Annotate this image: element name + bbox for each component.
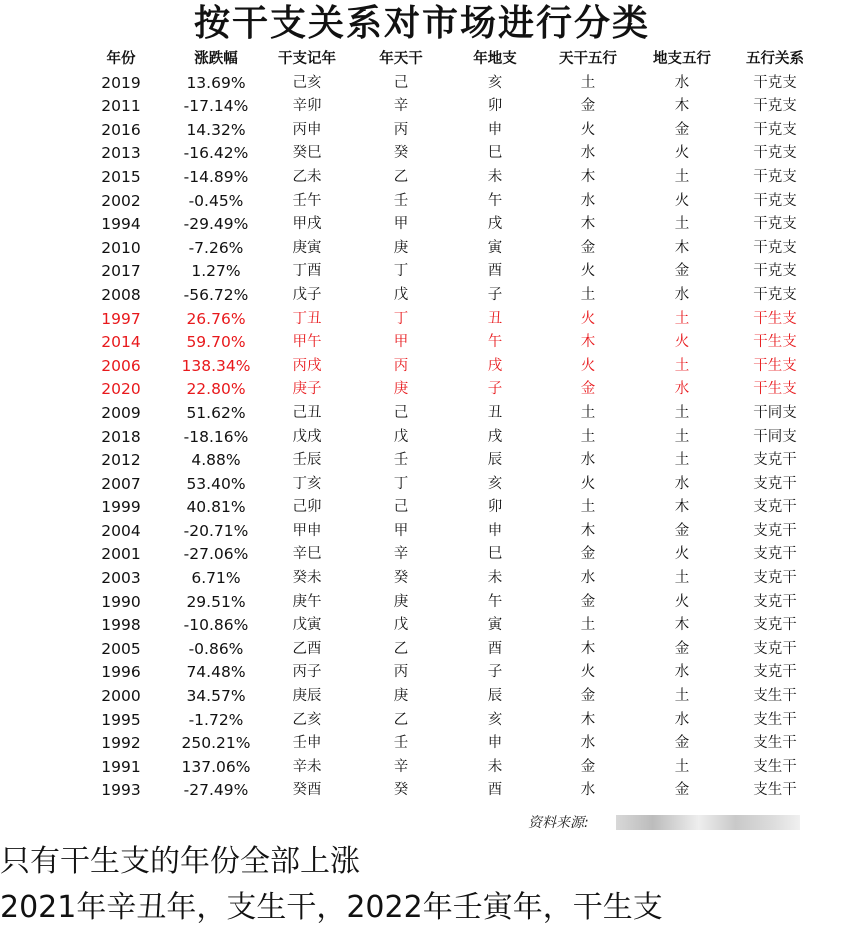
table-row xyxy=(0,591,844,615)
cell-tiangan-element: 金 xyxy=(580,758,596,775)
cell-dizhi-element: 土 xyxy=(674,758,690,775)
cell-ganzhi-year: 壬午 xyxy=(292,192,322,209)
cell-element-relation: 干生支 xyxy=(753,381,797,398)
cell-change: 40.81% xyxy=(186,498,246,517)
cell-element-relation: 干生支 xyxy=(753,310,797,327)
redacted-source xyxy=(616,815,800,830)
cell-dizhi: 亥 xyxy=(487,711,503,728)
cell-change: 250.21% xyxy=(181,734,251,753)
cell-tiangan: 戊 xyxy=(393,617,409,634)
cell-dizhi-element: 土 xyxy=(674,216,690,233)
cell-dizhi: 卯 xyxy=(487,499,503,516)
cell-element-relation: 干生支 xyxy=(753,357,797,374)
cell-ganzhi-year: 壬辰 xyxy=(292,452,322,469)
cell-ganzhi-year: 丙申 xyxy=(292,121,322,138)
cell-ganzhi-year: 乙酉 xyxy=(292,640,322,657)
cell-element-relation: 支生干 xyxy=(753,688,797,705)
cell-year: 1991 xyxy=(101,757,141,776)
cell-dizhi-element: 火 xyxy=(674,546,690,563)
table-row xyxy=(0,661,844,685)
cell-ganzhi-year: 庚寅 xyxy=(292,239,322,256)
cell-tiangan-element: 金 xyxy=(580,688,596,705)
cell-year: 2003 xyxy=(101,569,141,588)
cell-element-relation: 干同支 xyxy=(753,428,797,445)
cell-change: 6.71% xyxy=(191,569,241,588)
cell-dizhi: 寅 xyxy=(487,617,503,634)
cell-year: 2002 xyxy=(101,191,141,210)
cell-ganzhi-year: 庚子 xyxy=(292,381,322,398)
table-row xyxy=(0,709,844,733)
cell-tiangan: 壬 xyxy=(393,192,409,209)
cell-element-relation: 干克支 xyxy=(753,216,797,233)
table-row xyxy=(0,260,844,284)
header-tiangan: 年天干 xyxy=(379,51,423,67)
cell-dizhi: 子 xyxy=(487,286,503,303)
cell-dizhi-element: 木 xyxy=(674,499,690,516)
header-change: 涨跌幅 xyxy=(194,51,238,67)
cell-tiangan: 辛 xyxy=(393,758,409,775)
cell-dizhi: 卯 xyxy=(487,98,503,115)
cell-year: 2005 xyxy=(101,639,141,658)
cell-dizhi: 辰 xyxy=(487,688,503,705)
header-element-relation: 五行关系 xyxy=(746,51,804,67)
cell-ganzhi-year: 丁丑 xyxy=(292,310,322,327)
cell-tiangan: 甲 xyxy=(393,334,409,351)
cell-dizhi-element: 金 xyxy=(674,735,690,752)
table-row xyxy=(0,402,844,426)
cell-dizhi-element: 土 xyxy=(674,168,690,185)
cell-change: 53.40% xyxy=(186,474,246,493)
cell-tiangan-element: 水 xyxy=(580,452,596,469)
cell-tiangan-element: 火 xyxy=(580,357,596,374)
cell-tiangan: 己 xyxy=(393,404,409,421)
cell-dizhi-element: 土 xyxy=(674,570,690,587)
cell-ganzhi-year: 癸巳 xyxy=(292,145,322,162)
cell-tiangan: 庚 xyxy=(393,688,409,705)
cell-ganzhi-year: 辛巳 xyxy=(292,546,322,563)
cell-dizhi-element: 金 xyxy=(674,263,690,280)
cell-tiangan: 己 xyxy=(393,499,409,516)
cell-element-relation: 支生干 xyxy=(753,711,797,728)
header-ganzhi-year: 干支记年 xyxy=(278,51,336,67)
cell-dizhi-element: 水 xyxy=(674,286,690,303)
cell-tiangan: 辛 xyxy=(393,98,409,115)
cell-year: 2013 xyxy=(101,144,141,163)
cell-dizhi: 子 xyxy=(487,664,503,681)
cell-tiangan: 己 xyxy=(393,74,409,91)
source-label: 资料来源: xyxy=(528,815,589,831)
cell-dizhi: 未 xyxy=(487,570,503,587)
cell-dizhi: 戌 xyxy=(487,428,503,445)
cell-ganzhi-year: 戊子 xyxy=(292,286,322,303)
cell-element-relation: 支克干 xyxy=(753,664,797,681)
cell-year: 2018 xyxy=(101,427,141,446)
cell-tiangan: 癸 xyxy=(393,570,409,587)
cell-dizhi: 未 xyxy=(487,758,503,775)
cell-ganzhi-year: 辛未 xyxy=(292,758,322,775)
cell-tiangan: 癸 xyxy=(393,782,409,799)
cell-ganzhi-year: 辛卯 xyxy=(292,98,322,115)
cell-element-relation: 干克支 xyxy=(753,192,797,209)
cell-year: 2001 xyxy=(101,545,141,564)
cell-element-relation: 干克支 xyxy=(753,239,797,256)
table-row xyxy=(0,496,844,520)
cell-year: 1990 xyxy=(101,592,141,611)
cell-change: 138.34% xyxy=(181,356,251,375)
cell-tiangan: 庚 xyxy=(393,239,409,256)
cell-tiangan: 丁 xyxy=(393,475,409,492)
cell-dizhi: 申 xyxy=(487,735,503,752)
cell-year: 2020 xyxy=(101,380,141,399)
cell-dizhi: 未 xyxy=(487,168,503,185)
cell-dizhi: 酉 xyxy=(487,782,503,799)
cell-year: 2015 xyxy=(101,167,141,186)
table-row xyxy=(0,119,844,143)
cell-change: 14.32% xyxy=(186,120,246,139)
cell-dizhi: 午 xyxy=(487,593,503,610)
cell-tiangan-element: 木 xyxy=(580,522,596,539)
cell-element-relation: 支生干 xyxy=(753,758,797,775)
cell-tiangan-element: 金 xyxy=(580,593,596,610)
cell-year: 2019 xyxy=(101,73,141,92)
cell-tiangan-element: 水 xyxy=(580,192,596,209)
cell-tiangan-element: 水 xyxy=(580,570,596,587)
cell-year: 2012 xyxy=(101,451,141,470)
cell-element-relation: 支克干 xyxy=(753,522,797,539)
table-row xyxy=(0,72,844,96)
cell-ganzhi-year: 己亥 xyxy=(292,74,322,91)
cell-year: 1995 xyxy=(101,710,141,729)
cell-tiangan: 丁 xyxy=(393,263,409,280)
cell-ganzhi-year: 丁亥 xyxy=(292,475,322,492)
cell-element-relation: 干克支 xyxy=(753,98,797,115)
cell-change: 26.76% xyxy=(186,309,246,328)
cell-element-relation: 支克干 xyxy=(753,499,797,516)
cell-tiangan-element: 水 xyxy=(580,145,596,162)
cell-element-relation: 支生干 xyxy=(753,735,797,752)
cell-element-relation: 干生支 xyxy=(753,334,797,351)
cell-dizhi-element: 土 xyxy=(674,310,690,327)
cell-ganzhi-year: 丙戌 xyxy=(292,357,322,374)
cell-ganzhi-year: 庚辰 xyxy=(292,688,322,705)
cell-change: -10.86% xyxy=(183,616,249,635)
cell-dizhi: 丑 xyxy=(487,404,503,421)
cell-tiangan-element: 土 xyxy=(580,404,596,421)
cell-dizhi-element: 木 xyxy=(674,617,690,634)
table-row xyxy=(0,213,844,237)
cell-tiangan: 丁 xyxy=(393,310,409,327)
cell-dizhi-element: 水 xyxy=(674,74,690,91)
cell-tiangan: 戊 xyxy=(393,428,409,445)
cell-element-relation: 干克支 xyxy=(753,121,797,138)
table-row xyxy=(0,378,844,402)
cell-tiangan: 丙 xyxy=(393,664,409,681)
table-row xyxy=(0,166,844,190)
cell-tiangan: 乙 xyxy=(393,711,409,728)
cell-dizhi: 申 xyxy=(487,121,503,138)
cell-dizhi: 巳 xyxy=(487,145,503,162)
cell-tiangan: 庚 xyxy=(393,593,409,610)
table-body xyxy=(0,72,844,803)
cell-year: 2006 xyxy=(101,356,141,375)
cell-tiangan-element: 火 xyxy=(580,664,596,681)
cell-year: 2007 xyxy=(101,474,141,493)
cell-ganzhi-year: 己丑 xyxy=(292,404,322,421)
cell-tiangan: 丙 xyxy=(393,357,409,374)
cell-ganzhi-year: 甲午 xyxy=(292,334,322,351)
cell-ganzhi-year: 壬申 xyxy=(292,735,322,752)
cell-element-relation: 支生干 xyxy=(753,782,797,799)
cell-year: 2008 xyxy=(101,285,141,304)
cell-element-relation: 支克干 xyxy=(753,475,797,492)
cell-tiangan-element: 木 xyxy=(580,216,596,233)
cell-element-relation: 干克支 xyxy=(753,74,797,91)
cell-dizhi: 午 xyxy=(487,192,503,209)
table-row xyxy=(0,779,844,803)
cell-ganzhi-year: 庚午 xyxy=(292,593,322,610)
cell-dizhi-element: 土 xyxy=(674,428,690,445)
cell-change: 1.27% xyxy=(191,262,241,281)
cell-ganzhi-year: 癸酉 xyxy=(292,782,322,799)
cell-change: 51.62% xyxy=(186,403,246,422)
cell-dizhi-element: 水 xyxy=(674,475,690,492)
cell-tiangan: 壬 xyxy=(393,452,409,469)
cell-element-relation: 支克干 xyxy=(753,640,797,657)
cell-element-relation: 干克支 xyxy=(753,263,797,280)
cell-dizhi-element: 火 xyxy=(674,593,690,610)
cell-dizhi-element: 水 xyxy=(674,711,690,728)
cell-dizhi-element: 土 xyxy=(674,452,690,469)
cell-ganzhi-year: 乙亥 xyxy=(292,711,322,728)
cell-ganzhi-year: 己卯 xyxy=(292,499,322,516)
cell-tiangan: 壬 xyxy=(393,735,409,752)
cell-tiangan: 辛 xyxy=(393,546,409,563)
table-row xyxy=(0,331,844,355)
cell-ganzhi-year: 甲戌 xyxy=(292,216,322,233)
header-dizhi: 年地支 xyxy=(473,51,517,67)
cell-ganzhi-year: 乙未 xyxy=(292,168,322,185)
cell-dizhi-element: 水 xyxy=(674,664,690,681)
cell-year: 1998 xyxy=(101,616,141,635)
table-row xyxy=(0,355,844,379)
table-row xyxy=(0,426,844,450)
classification-table xyxy=(0,48,844,803)
cell-dizhi-element: 土 xyxy=(674,404,690,421)
cell-dizhi-element: 木 xyxy=(674,239,690,256)
cell-dizhi: 午 xyxy=(487,334,503,351)
cell-dizhi: 亥 xyxy=(487,74,503,91)
cell-dizhi-element: 金 xyxy=(674,522,690,539)
cell-ganzhi-year: 丙子 xyxy=(292,664,322,681)
cell-tiangan-element: 土 xyxy=(580,286,596,303)
cell-tiangan-element: 水 xyxy=(580,735,596,752)
cell-tiangan-element: 土 xyxy=(580,617,596,634)
header-year: 年份 xyxy=(106,51,136,67)
cell-ganzhi-year: 戊寅 xyxy=(292,617,322,634)
cell-element-relation: 干克支 xyxy=(753,145,797,162)
cell-change: -7.26% xyxy=(188,238,244,257)
table-header-row xyxy=(0,48,844,72)
cell-tiangan-element: 金 xyxy=(580,98,596,115)
cell-tiangan-element: 水 xyxy=(580,782,596,799)
cell-element-relation: 支克干 xyxy=(753,593,797,610)
cell-element-relation: 支克干 xyxy=(753,452,797,469)
cell-dizhi: 亥 xyxy=(487,475,503,492)
cell-year: 2011 xyxy=(101,97,141,116)
cell-dizhi: 巳 xyxy=(487,546,503,563)
cell-tiangan: 庚 xyxy=(393,381,409,398)
cell-year: 1992 xyxy=(101,734,141,753)
cell-change: -1.72% xyxy=(188,710,244,729)
header-dizhi-element: 地支五行 xyxy=(653,51,711,67)
cell-dizhi-element: 金 xyxy=(674,121,690,138)
cell-year: 2000 xyxy=(101,687,141,706)
cell-tiangan-element: 火 xyxy=(580,263,596,280)
table-row xyxy=(0,95,844,119)
cell-change: -16.42% xyxy=(183,144,249,163)
cell-change: 34.57% xyxy=(186,687,246,706)
table-row xyxy=(0,543,844,567)
cell-dizhi: 丑 xyxy=(487,310,503,327)
cell-year: 2016 xyxy=(101,120,141,139)
cell-dizhi-element: 木 xyxy=(674,98,690,115)
cell-year: 1996 xyxy=(101,663,141,682)
cell-tiangan: 丙 xyxy=(393,121,409,138)
cell-change: -0.86% xyxy=(188,639,244,658)
page-title: 按干支关系对市场进行分类 xyxy=(193,2,650,44)
cell-change: 59.70% xyxy=(186,333,246,352)
cell-year: 2009 xyxy=(101,403,141,422)
cell-dizhi: 戌 xyxy=(487,357,503,374)
cell-dizhi: 寅 xyxy=(487,239,503,256)
cell-element-relation: 支克干 xyxy=(753,570,797,587)
cell-tiangan-element: 木 xyxy=(580,334,596,351)
cell-year: 1999 xyxy=(101,498,141,517)
cell-tiangan: 戊 xyxy=(393,286,409,303)
cell-tiangan-element: 木 xyxy=(580,168,596,185)
cell-tiangan-element: 火 xyxy=(580,475,596,492)
cell-change: 137.06% xyxy=(181,757,251,776)
cell-dizhi: 酉 xyxy=(487,640,503,657)
cell-change: 22.80% xyxy=(186,380,246,399)
cell-dizhi-element: 火 xyxy=(674,192,690,209)
cell-dizhi-element: 火 xyxy=(674,334,690,351)
cell-year: 1997 xyxy=(101,309,141,328)
cell-change: -29.49% xyxy=(183,215,249,234)
table-row xyxy=(0,190,844,214)
cell-tiangan-element: 土 xyxy=(580,428,596,445)
cell-year: 1994 xyxy=(101,215,141,234)
cell-tiangan-element: 火 xyxy=(580,310,596,327)
cell-tiangan-element: 木 xyxy=(580,711,596,728)
cell-element-relation: 干同支 xyxy=(753,404,797,421)
note-line-1: 只有干生支的年份全部上涨 xyxy=(0,844,360,879)
table-row xyxy=(0,473,844,497)
note-line-2: 2021年辛丑年，支生干，2022年壬寅年，干生支 xyxy=(0,890,663,925)
cell-tiangan-element: 金 xyxy=(580,546,596,563)
cell-tiangan-element: 土 xyxy=(580,499,596,516)
cell-dizhi-element: 水 xyxy=(674,381,690,398)
cell-element-relation: 支克干 xyxy=(753,617,797,634)
table-row xyxy=(0,756,844,780)
cell-year: 1993 xyxy=(101,781,141,800)
cell-dizhi: 子 xyxy=(487,381,503,398)
cell-tiangan-element: 土 xyxy=(580,74,596,91)
cell-year: 2004 xyxy=(101,521,141,540)
cell-change: 74.48% xyxy=(186,663,246,682)
cell-change: -17.14% xyxy=(183,97,249,116)
cell-change: -18.16% xyxy=(183,427,249,446)
cell-change: -27.06% xyxy=(183,545,249,564)
cell-element-relation: 干克支 xyxy=(753,286,797,303)
cell-element-relation: 干克支 xyxy=(753,168,797,185)
table-row xyxy=(0,284,844,308)
table-row xyxy=(0,732,844,756)
cell-dizhi: 戌 xyxy=(487,216,503,233)
cell-change: 29.51% xyxy=(186,592,246,611)
table-row xyxy=(0,142,844,166)
table-row xyxy=(0,685,844,709)
cell-year: 2014 xyxy=(101,333,141,352)
cell-year: 2017 xyxy=(101,262,141,281)
cell-tiangan-element: 金 xyxy=(580,239,596,256)
table-row xyxy=(0,638,844,662)
cell-tiangan-element: 火 xyxy=(580,121,596,138)
cell-tiangan-element: 金 xyxy=(580,381,596,398)
cell-tiangan: 甲 xyxy=(393,216,409,233)
cell-year: 2010 xyxy=(101,238,141,257)
cell-dizhi-element: 土 xyxy=(674,357,690,374)
cell-dizhi: 申 xyxy=(487,522,503,539)
table-row xyxy=(0,520,844,544)
table-row xyxy=(0,614,844,638)
table-row xyxy=(0,308,844,332)
cell-change: -27.49% xyxy=(183,781,249,800)
cell-tiangan: 甲 xyxy=(393,522,409,539)
cell-dizhi-element: 火 xyxy=(674,145,690,162)
cell-dizhi-element: 土 xyxy=(674,688,690,705)
cell-dizhi: 酉 xyxy=(487,263,503,280)
table-row xyxy=(0,449,844,473)
cell-dizhi-element: 金 xyxy=(674,782,690,799)
table-row xyxy=(0,237,844,261)
cell-change: -20.71% xyxy=(183,521,249,540)
table-row xyxy=(0,567,844,591)
cell-ganzhi-year: 戊戌 xyxy=(292,428,322,445)
cell-change: 13.69% xyxy=(186,73,246,92)
cell-tiangan: 乙 xyxy=(393,168,409,185)
cell-tiangan: 癸 xyxy=(393,145,409,162)
cell-dizhi-element: 金 xyxy=(674,640,690,657)
cell-tiangan-element: 木 xyxy=(580,640,596,657)
cell-change: -56.72% xyxy=(183,285,249,304)
cell-tiangan: 乙 xyxy=(393,640,409,657)
cell-change: 4.88% xyxy=(191,451,241,470)
cell-change: -14.89% xyxy=(183,167,249,186)
cell-element-relation: 支克干 xyxy=(753,546,797,563)
cell-change: -0.45% xyxy=(188,191,244,210)
cell-ganzhi-year: 丁酉 xyxy=(292,263,322,280)
cell-dizhi: 辰 xyxy=(487,452,503,469)
cell-ganzhi-year: 甲申 xyxy=(292,522,322,539)
cell-ganzhi-year: 癸未 xyxy=(292,570,322,587)
header-tiangan-element: 天干五行 xyxy=(559,51,617,67)
